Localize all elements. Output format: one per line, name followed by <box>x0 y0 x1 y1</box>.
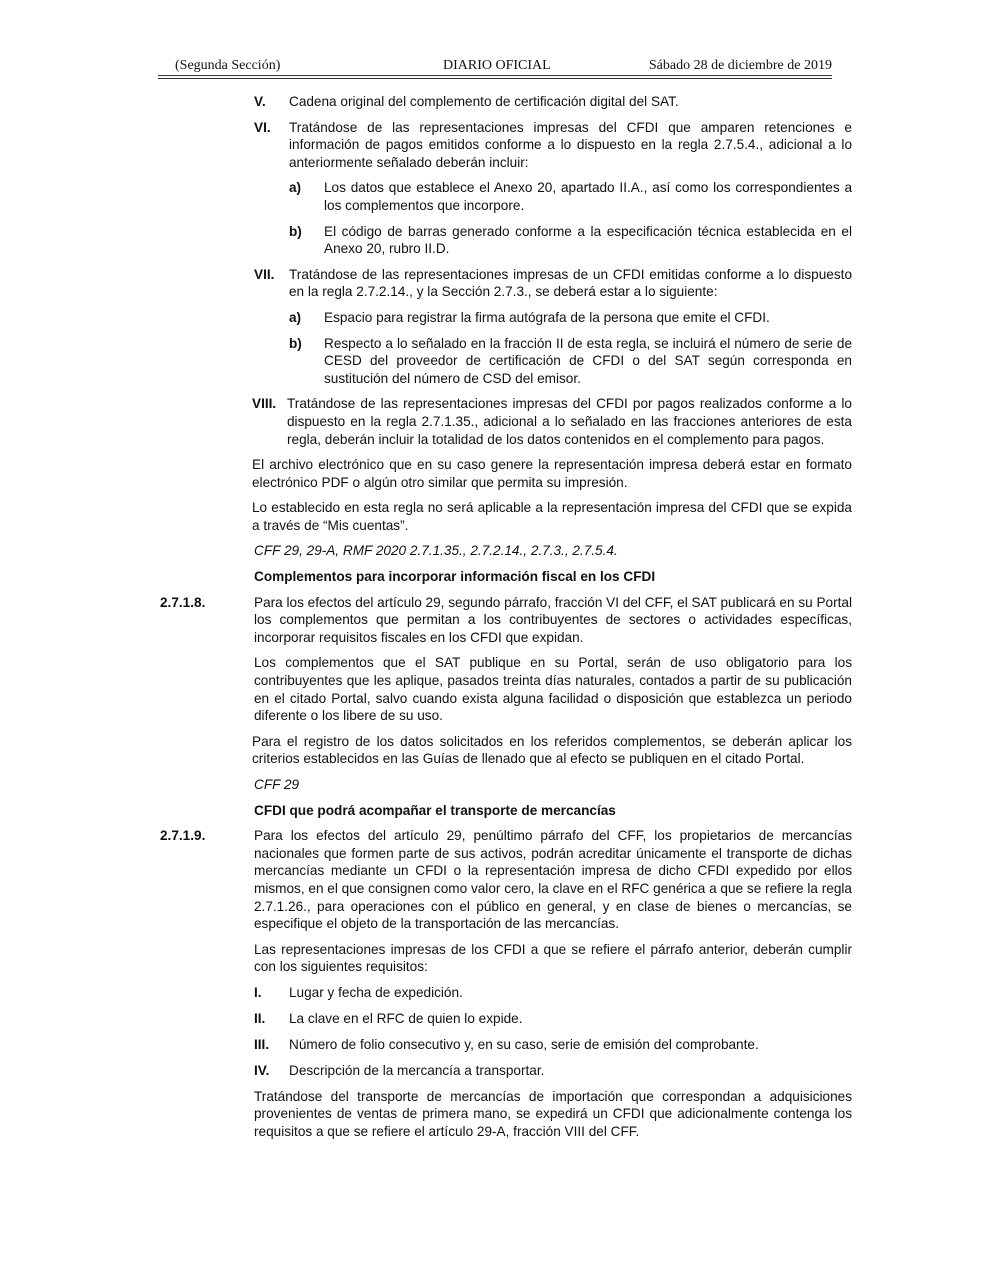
fraction-v <box>158 93 852 111</box>
requirement-item <box>158 1010 852 1028</box>
requirement-number: III. <box>254 1036 270 1052</box>
requirement-item <box>158 1062 852 1080</box>
requirement-text: Lugar y fecha de expedición. <box>289 984 463 1000</box>
requirement-number: II. <box>254 1010 266 1026</box>
paragraph-archivo: El archivo electrónico que en su caso genere la representación impresa deberá estar en formato electrónico PDF o algún otro similar que permita su impresión. <box>252 457 852 490</box>
subsection-text: Espacio para registrar la firma autógrafa de la persona que emite el CFDI. <box>324 309 770 325</box>
fraction-number: V. <box>254 94 266 109</box>
requirement-number: IV. <box>254 1062 270 1078</box>
header-rule-top <box>158 75 832 76</box>
rule-2719 <box>158 827 852 933</box>
subsection-letter: a) <box>289 309 302 325</box>
fraction-text: Tratándose de las representaciones impresas del CFDI que amparen retenciones e información de pagos emitidos conforme a lo dispuesto en la regla 2.7.5.4., adicional a lo anteriormente señalado deberán incluir: <box>289 119 852 170</box>
fraction-viii <box>158 395 852 448</box>
subsection-vii-b <box>158 335 852 388</box>
document-body <box>158 93 852 1149</box>
rule-paragraph: Para los efectos del artículo 29, segundo párrafo, fracción VI del CFF, el SAT publicará en su Portal los complementos que permitan a los contribuyentes de sectores o actividades específicas, incorporar requisitos fiscales en los CFDI que expidan. <box>254 594 852 645</box>
rule-paragraph: Tratándose del transporte de mercancías de importación que correspondan a adquisiciones provenientes de ventas de primera mano, se expedirá un CFDI que adicionalmente contenga los requisitos a que se refiere el artículo 29-A, fracción VIII del CFF. <box>254 1088 852 1140</box>
header-section: (Segunda Sección) <box>175 58 281 73</box>
subsection-vii-a <box>158 309 852 327</box>
requirement-number: I. <box>254 984 262 1000</box>
requirement-text: Descripción de la mercancía a transportar. <box>289 1062 545 1078</box>
rule-title-2718: Complementos para incorporar información fiscal en los CFDI <box>254 569 656 585</box>
subsection-text: Los datos que establece el Anexo 20, apartado II.A., así como los correspondientes a los complementos que incorpore. <box>324 180 852 213</box>
requirement-text: La clave en el RFC de quien lo expide. <box>289 1010 523 1026</box>
header-date: Sábado 28 de diciembre de 2019 <box>648 58 832 73</box>
fraction-number: VII. <box>254 266 275 282</box>
subsection-vi-a <box>158 179 852 214</box>
fraction-vii <box>158 266 852 301</box>
rule-paragraph: Para el registro de los datos solicitados en los referidos complementos, se deberán aplicar los criterios establecidos en las Guías de llenado que al efecto se publiquen en el citado Portal. <box>252 733 852 767</box>
subsection-text: Respecto a lo señalado en la fracción II de esta regla, se incluirá el número de serie de CESD del proveedor de certificación de CFDI o del SAT según corresponda en sustitución del número de CSD del emisor. <box>324 335 852 386</box>
legal-reference: CFF 29 <box>254 777 300 792</box>
subsection-vi-b <box>158 223 852 258</box>
subsection-letter: b) <box>289 335 302 351</box>
subsection-letter: b) <box>289 223 302 239</box>
requirement-item <box>158 984 852 1002</box>
legal-reference: CFF 29, 29-A, RMF 2020 2.7.1.35., 2.7.2.14., 2.7.3., 2.7.5.4. <box>254 543 618 559</box>
rule-paragraph: Los complementos que el SAT publique en su Portal, serán de uso obligatorio para los contribuyentes que les aplique, pasados treinta días naturales, contados a partir de su publicación en el citado Portal, salvo cuando exista alguna facilidad o disposición que establezca un periodo diferente o los libere de su uso. <box>254 655 852 724</box>
fraction-text: Tratándose de las representaciones impresas del CFDI por pagos realizados conforme a lo dispuesto en la regla 2.7.1.35., adicional a lo señalado en las fracciones anteriores de esta regla, deberán incluir la totalidad de los datos contenidos en el complemento para pagos. <box>287 396 852 447</box>
rule-2718 <box>158 594 852 647</box>
header-publication: DIARIO OFICIAL <box>443 58 551 73</box>
paragraph-establecido: Lo establecido en esta regla no será aplicable a la representación impresa del CFDI que se expida a través de “Mis cuentas”. <box>252 500 852 533</box>
rule-number: 2.7.1.9. <box>160 828 206 844</box>
rule-paragraph: Las representaciones impresas de los CFDI a que se refiere el párrafo anterior, deberán cumplir con los siguientes requisitos: <box>254 941 852 975</box>
subsection-text: El código de barras generado conforme a la especificación técnica establecida en el Anexo 20, rubro II.D. <box>324 223 852 257</box>
fraction-number: VI. <box>254 119 271 135</box>
header-rule-bottom <box>158 78 832 79</box>
requirement-text: Número de folio consecutivo y, en su caso, serie de emisión del comprobante. <box>289 1036 759 1052</box>
subsection-letter: a) <box>289 180 302 196</box>
rule-paragraph: Para los efectos del artículo 29, penúltimo párrafo del CFF, los propietarios de mercancías nacionales que formen parte de sus activos, podrán acreditar únicamente el transporte de dichas mercancías mediante un CFDI o la representación impresa de dicho CFDI expedido por ellos mismos, en el que consignen como valor cero, la clave en el RFC genérica a que se refiere la regla 2.7.1.26., para operaciones con el público en general, y en clase de bienes o mercancías, se especifique el objeto de la transportación de las mercancías. <box>254 828 852 932</box>
rule-title-2719: CFDI que podrá acompañar el transporte de mercancías <box>254 802 616 818</box>
fraction-text: Tratándose de las representaciones impresas de un CFDI emitidas conforme a lo dispuesto en la regla 2.7.2.14., y la Sección 2.7.3., se deberá estar a lo siguiente: <box>289 266 852 300</box>
page-header <box>158 56 832 78</box>
requirement-item <box>158 1036 852 1054</box>
rule-number: 2.7.1.8. <box>160 594 206 610</box>
fraction-vi <box>158 119 852 172</box>
fraction-text: Cadena original del complemento de certificación digital del SAT. <box>289 94 679 109</box>
fraction-number: VIII. <box>252 396 277 412</box>
